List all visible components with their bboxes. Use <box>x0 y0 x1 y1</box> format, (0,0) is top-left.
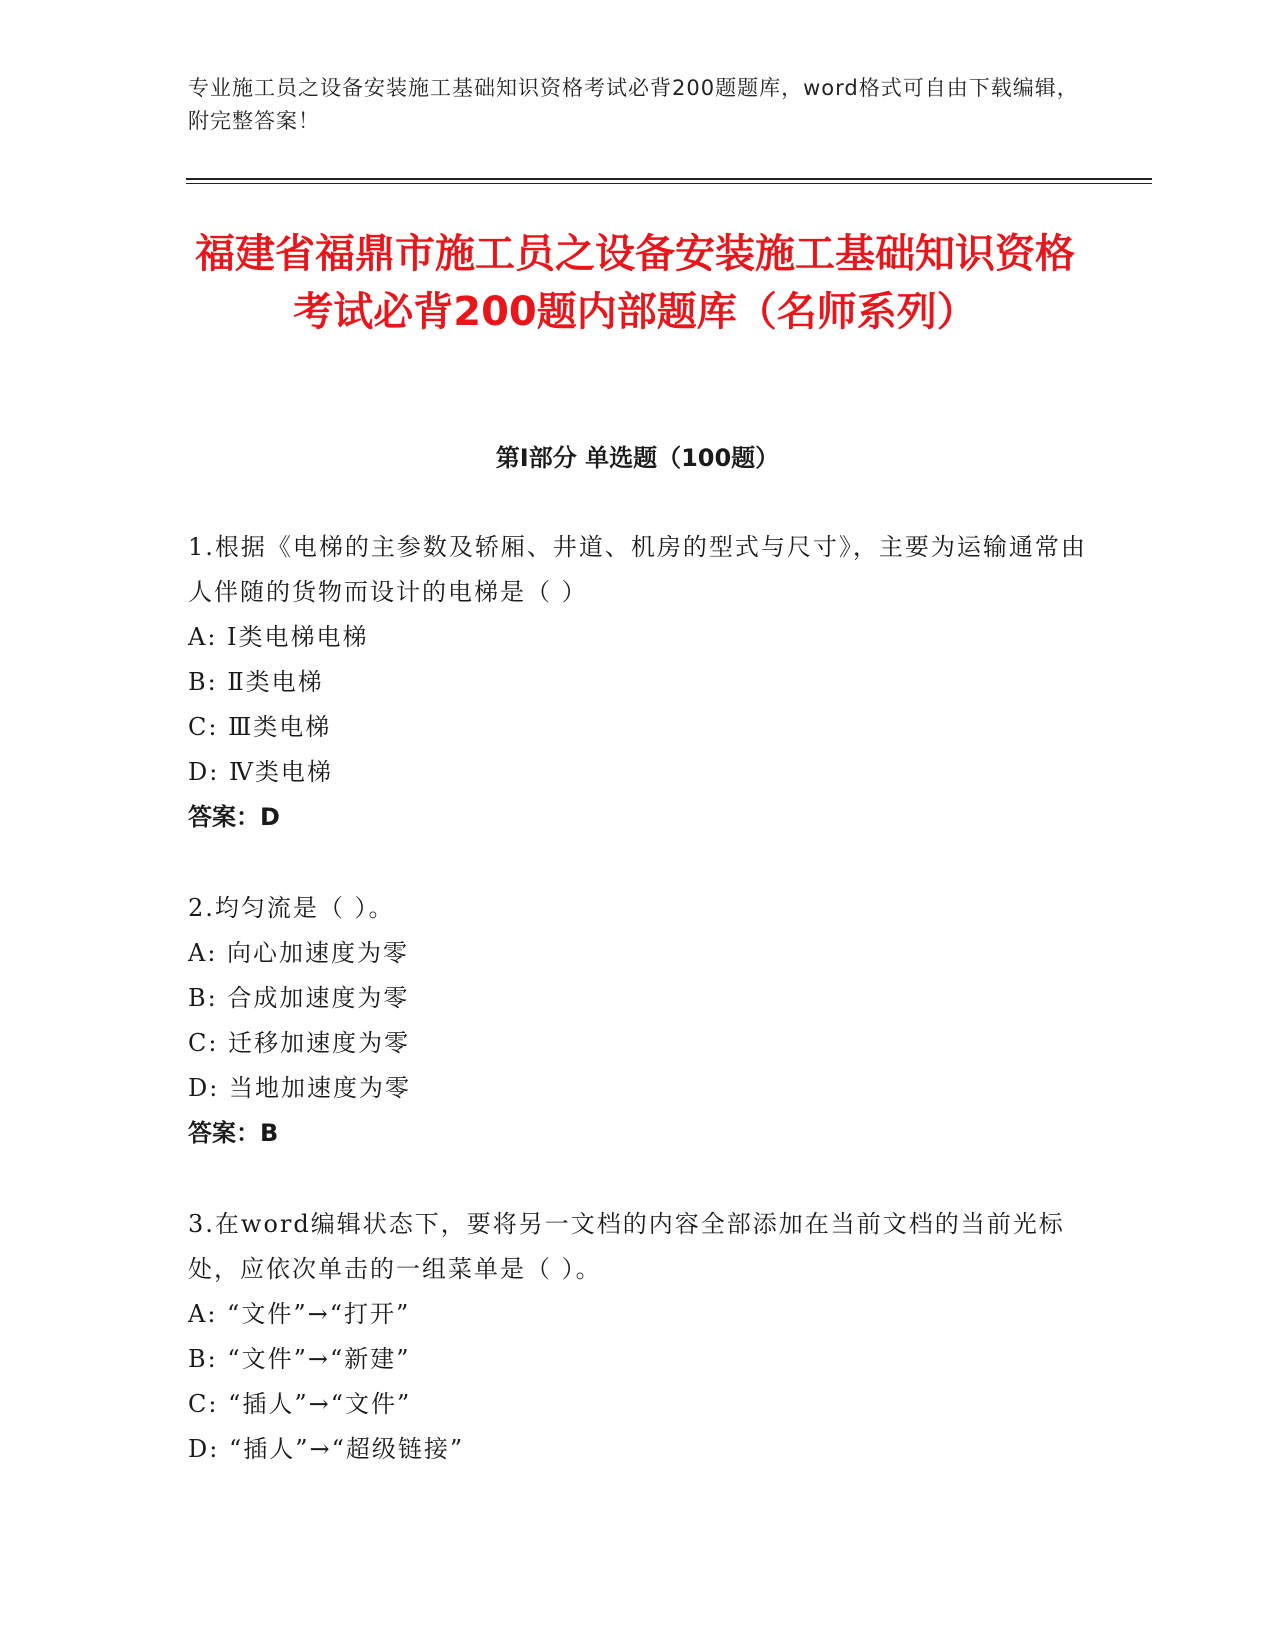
option-a: A: Ⅰ类电梯电梯 <box>188 623 369 651</box>
option-d: D: Ⅳ类电梯 <box>188 758 333 786</box>
answer: 答案：B <box>188 1119 279 1147</box>
section-heading: 第I部分 单选题（100题） <box>495 444 780 472</box>
question-list <box>188 525 1088 1518</box>
option-d: D: “插人”→“超级链接” <box>188 1435 465 1463</box>
document-title: 福建省福鼎市施工员之设备安装施工基础知识资格考试必背200题内部题库（名师系列） <box>195 231 1075 335</box>
option-a: A: 向心加速度为零 <box>188 939 410 967</box>
option-a: A: “文件”→“打开” <box>188 1300 411 1328</box>
option-b: B: “文件”→“新建” <box>188 1345 411 1373</box>
question-stem: 1.根据《电梯的主参数及轿厢、井道、机房的型式与尺寸》，主要为运输通常由人伴随的货物而设计的电梯是（ ） <box>188 533 1087 606</box>
answer: 答案：D <box>188 803 280 831</box>
question-stem: 2.均匀流是（ ）。 <box>188 894 395 922</box>
option-c: C: “插人”→“文件” <box>188 1390 412 1418</box>
option-c: C: Ⅲ类电梯 <box>188 713 332 741</box>
question-2 <box>188 886 1088 1156</box>
question-stem: 3.在word编辑状态下，要将另一文档的内容全部添加在当前文档的当前光标处，应依次单击的一组菜单是（ ）。 <box>188 1210 1065 1283</box>
option-b: B: 合成加速度为零 <box>188 984 410 1012</box>
option-d: D: 当地加速度为零 <box>188 1074 411 1102</box>
header-rule-thin <box>186 183 1152 184</box>
option-c: C: 迁移加速度为零 <box>188 1029 411 1057</box>
question-1 <box>188 525 1088 840</box>
header-note: 专业施工员之设备安装施工基础知识资格考试必背200题题库，word格式可自由下载编辑，附完整答案！ <box>188 76 1079 133</box>
header-rule-thick <box>186 178 1152 180</box>
question-3 <box>188 1202 1088 1472</box>
option-b: B: Ⅱ类电梯 <box>188 668 324 696</box>
